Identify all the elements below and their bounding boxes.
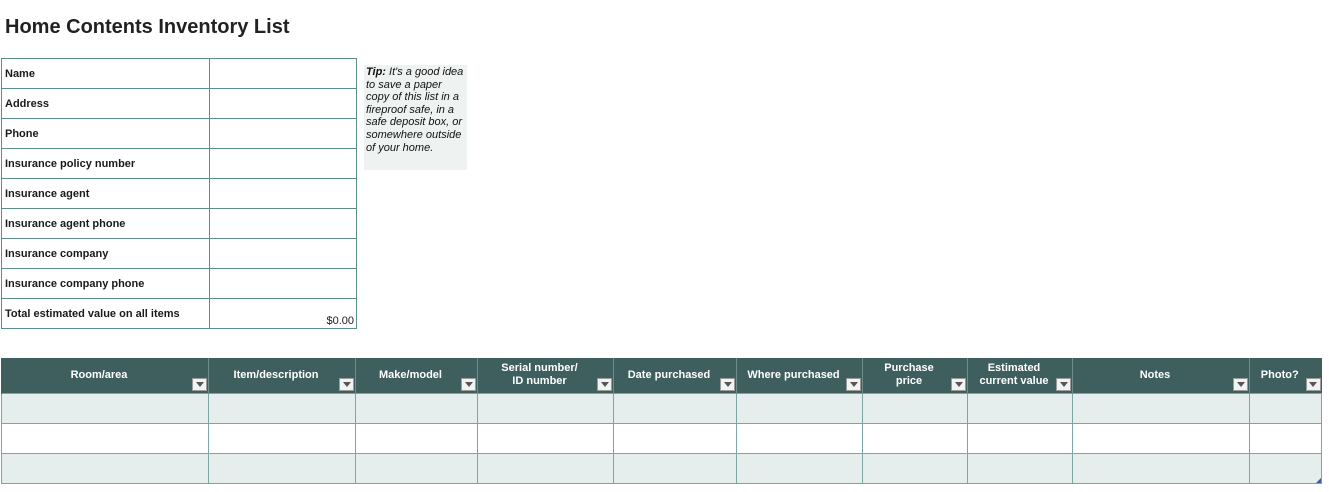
table-cell[interactable] [863,393,968,423]
column-header-label: Serial number/ [501,362,578,375]
info-value-cell[interactable] [210,89,357,119]
table-cell[interactable] [968,453,1073,483]
info-row [2,299,357,329]
column-header[interactable] [2,358,209,393]
chevron-down-icon [1309,382,1317,387]
page-title: Home Contents Inventory List [5,16,290,38]
info-label: Phone [2,119,210,149]
owner-info-table [1,58,357,329]
info-label: Name [2,59,210,89]
table-cell[interactable] [209,423,356,453]
filter-dropdown-icon[interactable] [597,378,612,391]
info-value-cell[interactable] [210,149,357,179]
filter-dropdown-icon[interactable] [846,378,861,391]
chevron-down-icon [850,382,858,387]
chevron-down-icon [465,382,473,387]
table-row [2,393,1322,423]
info-label: Insurance company phone [2,269,210,299]
table-cell[interactable] [1250,393,1322,423]
filter-dropdown-icon[interactable] [1306,378,1321,391]
table-cell[interactable] [1250,423,1322,453]
table-cell[interactable] [614,423,737,453]
filter-dropdown-icon[interactable] [720,378,735,391]
table-cell[interactable] [2,453,209,483]
filter-dropdown-icon[interactable] [192,378,207,391]
info-label: Insurance policy number [2,149,210,179]
info-row [2,239,357,269]
column-header-label: ID number [512,375,567,388]
filter-dropdown-icon[interactable] [951,378,966,391]
tip-text: It's a good idea to save a paper copy of this list in a fireproof safe, in a safe deposit box, or somewhere outside of your home. [366,66,464,154]
table-cell[interactable] [478,423,614,453]
info-row [2,179,357,209]
table-cell[interactable] [863,453,968,483]
column-header-label: Photo? [1260,368,1299,381]
info-value-cell[interactable]: $0.00 [210,299,357,329]
column-header[interactable] [1073,358,1250,393]
chevron-down-icon [601,382,609,387]
table-cell[interactable] [737,393,863,423]
column-header[interactable] [614,358,737,393]
info-value-cell[interactable] [210,119,357,149]
info-row [2,149,357,179]
info-row [2,59,357,89]
table-row [2,423,1322,453]
tip-box [364,65,467,170]
info-value-cell[interactable] [210,239,357,269]
info-label: Insurance agent phone [2,209,210,239]
column-header[interactable] [209,358,356,393]
table-resize-handle[interactable] [1316,478,1321,483]
table-cell[interactable] [356,453,478,483]
column-header-label: price [895,375,923,388]
table-cell[interactable] [2,393,209,423]
info-value-cell[interactable] [210,209,357,239]
info-label: Address [2,89,210,119]
table-cell[interactable] [1073,423,1250,453]
column-header[interactable] [356,358,478,393]
table-cell[interactable] [1073,393,1250,423]
chevron-down-icon [724,382,732,387]
column-header-label: Where purchased [747,368,840,381]
info-value-cell[interactable] [210,59,357,89]
info-row [2,209,357,239]
column-header-label: Notes [1139,368,1171,381]
table-cell[interactable] [356,393,478,423]
filter-dropdown-icon[interactable] [339,378,354,391]
inventory-table [1,358,1322,484]
table-cell[interactable] [737,423,863,453]
chevron-down-icon [196,382,204,387]
table-cell[interactable] [737,453,863,483]
table-cell[interactable] [1073,453,1250,483]
table-cell[interactable] [863,423,968,453]
chevron-down-icon [343,382,351,387]
table-cell[interactable] [968,393,1073,423]
column-header[interactable] [1250,358,1322,393]
table-cell[interactable] [1250,453,1322,483]
table-cell[interactable] [968,423,1073,453]
table-row [2,453,1322,483]
column-header-label: Room/area [70,368,128,381]
chevron-down-icon [1060,382,1068,387]
column-header[interactable] [968,358,1073,393]
info-row [2,269,357,299]
tip-label: Tip: [366,66,386,78]
table-cell[interactable] [356,423,478,453]
info-row [2,119,357,149]
column-header-label: Make/model [379,368,442,381]
column-header-label: current value [979,375,1049,388]
table-cell[interactable] [2,423,209,453]
info-value-cell[interactable] [210,269,357,299]
table-cell[interactable] [209,453,356,483]
info-label: Total estimated value on all items [2,299,210,329]
filter-dropdown-icon[interactable] [461,378,476,391]
info-label: Insurance company [2,239,210,269]
column-header-label: Purchase [884,362,934,375]
chevron-down-icon [955,382,963,387]
column-header[interactable] [737,358,863,393]
column-header[interactable] [478,358,614,393]
table-cell[interactable] [209,393,356,423]
column-header-label: Date purchased [627,368,711,381]
filter-dropdown-icon[interactable] [1056,378,1071,391]
column-header-label: Item/description [233,368,319,381]
column-header-label: Estimated [987,362,1041,375]
table-cell[interactable] [614,453,737,483]
info-value-cell[interactable] [210,179,357,209]
info-label: Insurance agent [2,179,210,209]
table-cell[interactable] [478,393,614,423]
chevron-down-icon [1237,382,1245,387]
column-header[interactable] [863,358,968,393]
info-row [2,89,357,119]
filter-dropdown-icon[interactable] [1233,378,1248,391]
table-cell[interactable] [614,393,737,423]
table-cell[interactable] [478,453,614,483]
